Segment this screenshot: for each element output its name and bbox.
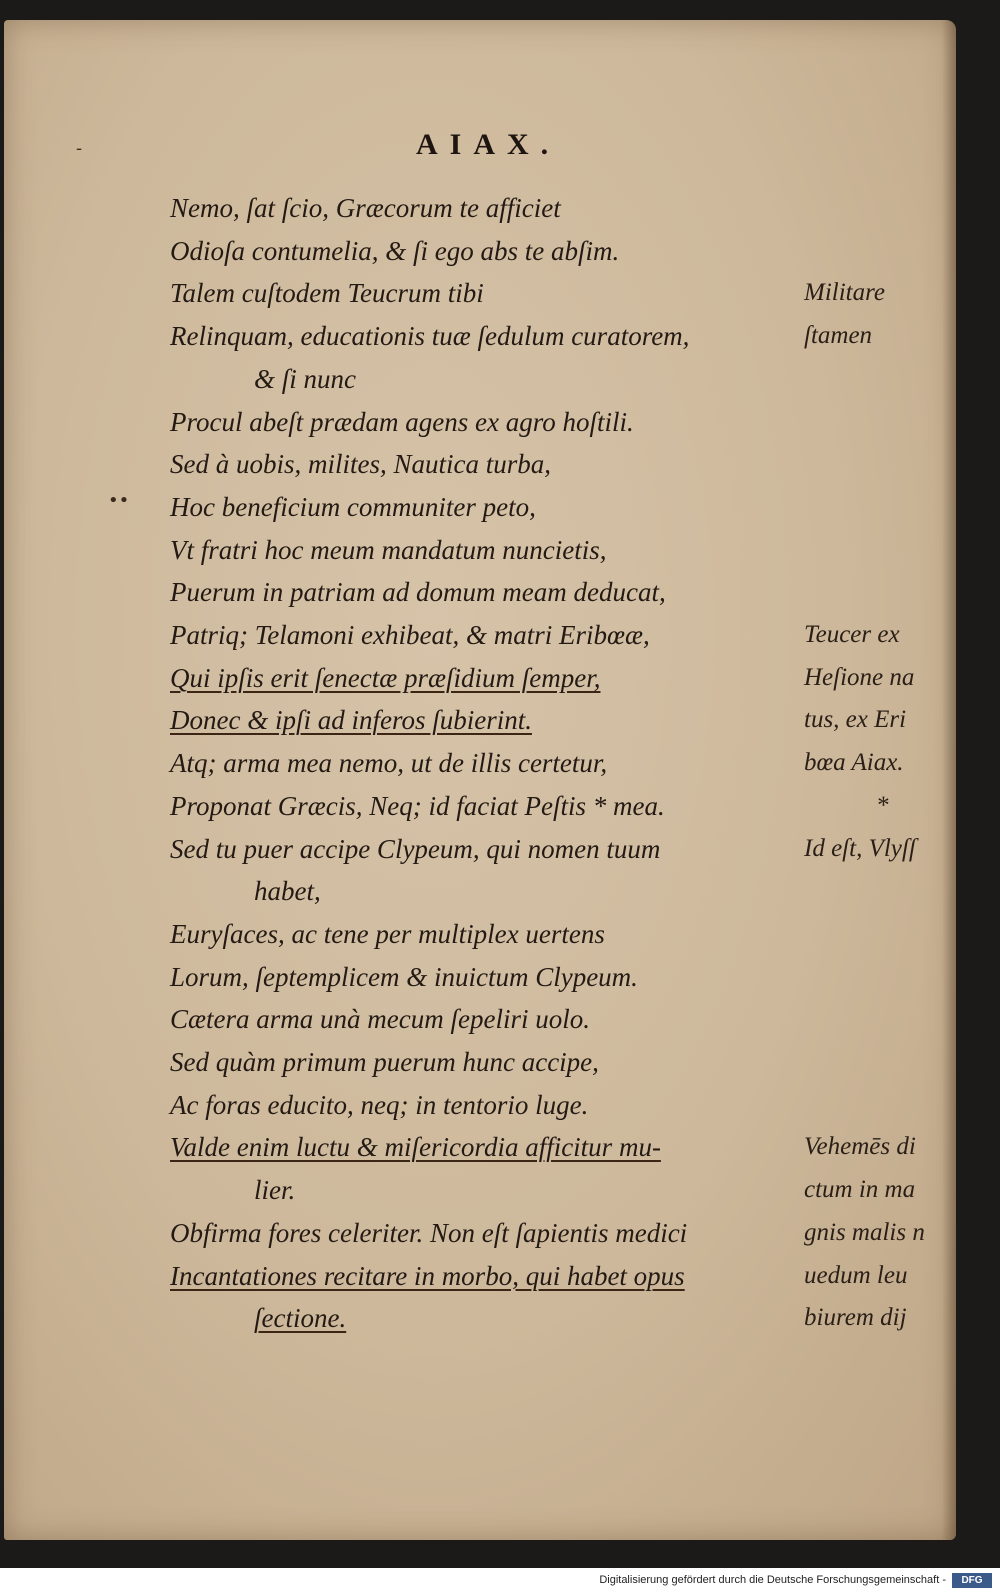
- funding-credit: Digitalisierung gefördert durch die Deutsche Forschungsgemeinschaft -: [599, 1574, 946, 1586]
- verse-line: Talem cuſtodem Teucrum tibi: [170, 278, 484, 309]
- margin-note: gnis malis n: [804, 1218, 925, 1246]
- verse-line: Sed quàm primum puerum hunc accipe,: [170, 1047, 599, 1077]
- verse-line: Donec & ipſi ad inferos ſubierint.: [170, 705, 532, 736]
- verse-line: & ſi nunc: [254, 363, 356, 394]
- margin-note: Id eſt, Vlyſſ: [804, 834, 916, 862]
- verse-line: Euryſaces, ac tene per multiplex uertens: [170, 918, 605, 949]
- margin-note: tus, ex Eri: [804, 706, 907, 734]
- verse-line: Relinquam, educationis tuæ ſedulum curatorem,: [170, 321, 690, 352]
- verse-line: Valde enim luctu & miſericordia afficitur mu-: [170, 1132, 661, 1163]
- verse-line: Qui ipſis erit ſenectæ præſidium ſemper,: [170, 662, 601, 693]
- verse-line: Incantationes recitare in morbo, qui habet opus: [170, 1260, 685, 1291]
- running-head: AIAX.: [416, 128, 561, 161]
- book-page: [4, 20, 956, 1540]
- verse-line: Nemo, ſat ſcio, Græcorum te afficiet: [170, 193, 561, 223]
- verse-line: Obfirma fores celeriter. Non eſt ſapientis medici: [170, 1217, 688, 1248]
- margin-dot-mark: ••: [108, 490, 130, 511]
- page-edge-shadow: [942, 20, 956, 1540]
- margin-note: uedum leu: [804, 1261, 908, 1289]
- margin-note: Heſione na: [804, 663, 915, 691]
- margin-dash-mark: -: [76, 138, 83, 159]
- verse-line: Sed à uobis, milites, Nautica turba,: [170, 449, 551, 480]
- verse-line: Procul abeſt prædam agens ex agro hoſtili.: [170, 406, 634, 437]
- margin-note: Teucer ex: [804, 621, 900, 648]
- margin-note: bœa Aiax.: [804, 749, 904, 777]
- verse-line: Proponat Græcis, Neq; id faciat Peſtis * mea.: [170, 790, 665, 821]
- verse-line: Patriq; Telamoni exhibeat, & matri Eribœæ,: [170, 620, 650, 650]
- verse-line: ſectione.: [254, 1303, 347, 1334]
- verse-line: Cætera arma unà mecum ſepeliri uolo.: [170, 1004, 590, 1035]
- verse-line: Vt fratri hoc meum mandatum nuncietis,: [170, 534, 607, 565]
- verse-line: Lorum, ſeptemplicem & inuictum Clypeum.: [170, 961, 638, 992]
- verse-line: Puerum in patriam ad domum meam deducat,: [170, 577, 666, 608]
- margin-note: biurem dij: [804, 1304, 907, 1332]
- margin-note: ctum in ma: [804, 1176, 916, 1204]
- verse-line: habet,: [254, 876, 321, 907]
- verse-line: Atq; arma mea nemo, ut de illis certetur,: [170, 748, 608, 779]
- verse-line: lier.: [254, 1175, 296, 1206]
- verse-line: Ac foras educito, neq; in tentorio luge.: [170, 1089, 589, 1120]
- verse-line: Hoc beneficium communiter peto,: [170, 491, 536, 522]
- footer-bar: [0, 1568, 1000, 1595]
- verse-line: Sed tu puer accipe Clypeum, qui nomen tuum: [170, 833, 661, 864]
- verse-line: Odioſa contumelia, & ſi ego abs te abſim.: [170, 235, 620, 266]
- margin-note: *: [876, 791, 889, 819]
- margin-note: Militare: [804, 279, 886, 307]
- margin-note: ſtamen: [804, 322, 873, 350]
- margin-note: Vehemēs di: [804, 1133, 916, 1161]
- dfg-logo: DFG: [952, 1573, 992, 1588]
